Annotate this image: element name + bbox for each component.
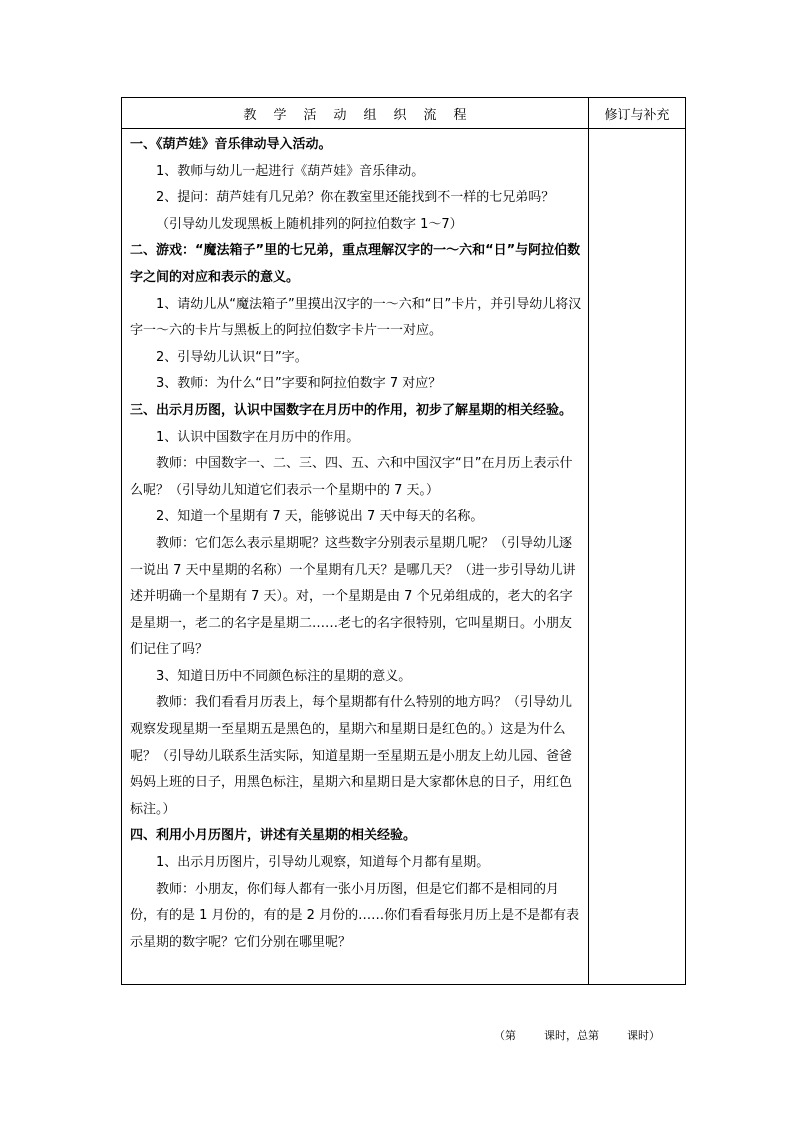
section-heading: 二、游戏：“魔法箱子”里的七兄弟，重点理解汉字的一～六和“日”与阿拉伯数字之间的对应和表示的意义。 bbox=[130, 243, 581, 285]
content-paragraph: 1、教师与幼儿一起进行《葫芦娃》音乐律动。 bbox=[156, 163, 425, 179]
page-footer: （第 课时，总第 课时） bbox=[494, 1029, 660, 1042]
content-paragraph: 2、提问：葫芦娃有几兄弟？你在教室里还能找到不一样的七兄弟吗？ bbox=[156, 190, 555, 206]
content-paragraph: 教师：中国数字一、二、三、四、五、六和中国汉字“日”在月历上表示什么呢？（引导幼儿知道它们表示一个星期中的 7 天。） bbox=[130, 456, 573, 498]
content-paragraph: 教师：小朋友，你们每人都有一张小月历图，但是它们都不是相同的月份，有的是 1 月份的，有的是 2 月份的……你们看看每张月历上是不是都有表示星期的数字呢？它们分别在哪里呢？ bbox=[130, 881, 580, 950]
table-content-row bbox=[122, 129, 686, 985]
content-paragraph: 3、知道日历中不同颜色标注的星期的意义。 bbox=[156, 668, 412, 684]
content-paragraph: 1、认识中国数字在月历中的作用。 bbox=[156, 429, 360, 445]
content-paragraph: 教师：我们看看月历表上，每个星期都有什么特别的地方吗？（引导幼儿观察发现星期一至星期五是黑色的，星期六和星期日是红色的。）这是为什么呢？（引导幼儿联系生活实际，知道星期一至星期五是小朋友上幼儿园、爸爸妈妈上班的日子，用黑色标注，星期六和星期日是大家都休息的日子，用红色标注。） bbox=[130, 695, 573, 817]
lesson-plan-table bbox=[121, 97, 686, 985]
content-paragraph: （引导幼儿发现黑板上随机排列的阿拉伯数字 1～7） bbox=[156, 216, 463, 232]
header-revision: 修订与补充 bbox=[589, 98, 686, 129]
content-paragraph: 1、请幼儿从“魔法箱子”里摸出汉字的一～六和“日”卡片，并引导幼儿将汉字一～六的卡片与黑板上的阿拉伯数字卡片一一对应。 bbox=[130, 296, 582, 339]
content-paragraph: 3、教师：为什么“日”字要和阿拉伯数字 7 对应？ bbox=[156, 376, 442, 392]
content-paragraph: 2、引导幼儿认识“日”字。 bbox=[156, 349, 308, 365]
header-activity-flow: 教学活动组织流程 bbox=[122, 98, 589, 129]
section-heading: 四、利用小月历图片，讲述有关星期的相关经验。 bbox=[130, 828, 417, 844]
content-paragraph: 2、知道一个星期有 7 天，能够说出 7 天中每天的名称。 bbox=[156, 509, 484, 525]
section-heading: 一、《葫芦娃》音乐律动导入活动。 bbox=[130, 137, 332, 152]
revision-cell bbox=[589, 129, 686, 985]
table-header-row bbox=[122, 98, 686, 129]
activity-content-list bbox=[130, 132, 582, 956]
content-paragraph: 教师：它们怎么表示星期呢？这些数字分别表示星期几呢？（引导幼儿逐一说出 7 天中星期的名称）一个星期有几天？是哪几天？（进一步引导幼儿讲述并明确一个星期有 7 天）。对，一个星期是由 7 个兄弟组成的，老大的名字是星期一，老二的名字是星期二……老七的名字很特别，它叫星期日。小朋友们记住了吗？ bbox=[130, 535, 576, 658]
activity-content-cell bbox=[122, 129, 589, 985]
content-paragraph: 1、出示月历图片，引导幼儿观察，知道每个月都有星期。 bbox=[156, 855, 490, 871]
section-heading: 三、出示月历图，认识中国数字在月历中的作用，初步了解星期的相关经验。 bbox=[130, 402, 573, 418]
